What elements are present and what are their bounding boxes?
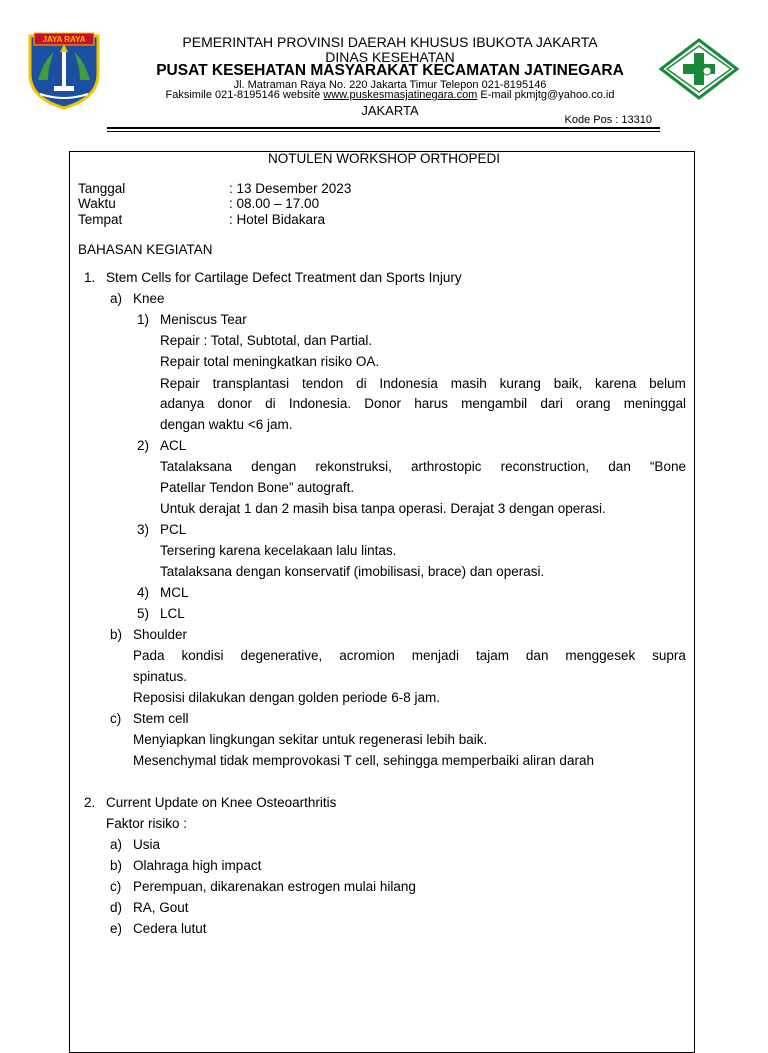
document-title: NOTULEN WORKSHOP ORTHOPEDI xyxy=(267,151,501,166)
justified-text: Repair transplantasi tendon di Indonesia masih kurang baik, karena belum xyxy=(160,376,686,391)
justified-line xyxy=(133,648,686,664)
website-link[interactable]: www.puskesmasjatinegara.com xyxy=(323,89,478,101)
point-mark: 2) xyxy=(137,438,150,453)
meta-time-label: Waktu xyxy=(78,196,116,211)
risk-mark: b) xyxy=(110,858,123,873)
risk-label: Usia xyxy=(133,837,161,852)
header-contact xyxy=(120,89,660,101)
justified-line xyxy=(160,376,686,392)
header-fax: Faksimile 021-8195146 website xyxy=(165,89,324,101)
sub-mark: a) xyxy=(110,291,123,306)
paragraph-line: Repair : Total, Subtotal, dan Partial. xyxy=(160,333,373,348)
justified-line xyxy=(160,396,686,412)
paragraph-line: Mesenchymal tidak memprovokasi T cell, sehingga memperbaiki aliran darah xyxy=(133,753,594,768)
section-heading: BAHASAN KEGIATAN xyxy=(78,242,213,257)
item-number: 1. xyxy=(84,270,96,285)
jakarta-emblem-logo xyxy=(24,30,104,110)
risk-label: RA, Gout xyxy=(133,900,189,915)
point-mark: 1) xyxy=(137,312,150,327)
item-title: Current Update on Knee Osteoarthritis xyxy=(106,795,337,810)
paragraph-line: Repair total meningkatkan risiko OA. xyxy=(160,354,380,369)
header-divider xyxy=(107,127,660,129)
justified-text: adanya donor di Indonesia. Donor harus mengambil dari orang meninggal xyxy=(160,396,686,411)
meta-place-label: Tempat xyxy=(78,212,123,227)
puskesmas-logo xyxy=(657,38,741,100)
point-mark: 3) xyxy=(137,522,150,537)
paragraph-line: Tersering karena kecelakaan lalu lintas. xyxy=(160,543,397,558)
paragraph-line: dengan waktu <6 jam. xyxy=(160,417,293,432)
risk-mark: e) xyxy=(110,921,123,936)
minutes-frame xyxy=(69,151,695,1053)
header-address: Jl. Matraman Raya No. 220 Jakarta Timur Telepon 021-8195146 xyxy=(233,79,547,91)
header-city: JAKARTA xyxy=(361,103,419,118)
paragraph-line: Reposisi dilakukan dengan golden periode 6-8 jam. xyxy=(133,690,440,705)
sub-label: Shoulder xyxy=(133,627,188,642)
justified-text: Pada kondisi degenerative, acromion menjadi tajam dan menggesek supra xyxy=(133,648,686,663)
paragraph-line: Faktor risiko : xyxy=(106,816,188,831)
point-mark: 4) xyxy=(137,585,150,600)
point-label: Meniscus Tear xyxy=(160,312,247,327)
paragraph-line: Menyiapkan lingkungan sekitar untuk regenerasi lebih baik. xyxy=(133,732,488,747)
point-label: LCL xyxy=(160,606,185,621)
justified-line xyxy=(160,459,686,475)
point-mark: 5) xyxy=(137,606,150,621)
sub-label: Stem cell xyxy=(133,711,189,726)
item-title: Stem Cells for Cartilage Defect Treatment dan Sports Injury xyxy=(106,270,462,285)
risk-mark: a) xyxy=(110,837,123,852)
paragraph-line: spinatus. xyxy=(133,669,188,684)
meta-date-value: : 13 Desember 2023 xyxy=(229,181,352,196)
sub-label: Knee xyxy=(133,291,165,306)
paragraph-line: Untuk derajat 1 dan 2 masih bisa tanpa operasi. Derajat 3 dengan operasi. xyxy=(160,501,606,516)
point-label: PCL xyxy=(160,522,187,537)
header-department: DINAS KESEHATAN xyxy=(325,49,455,65)
paragraph-line: Patellar Tendon Bone” autograft. xyxy=(160,480,355,495)
risk-label: Olahraga high impact xyxy=(133,858,262,873)
emblem-text: JAYA RAYA xyxy=(42,35,86,44)
meta-time-value: : 08.00 – 17.00 xyxy=(229,196,320,211)
paragraph-line: Tatalaksana dengan konservatif (imobilisasi, brace) dan operasi. xyxy=(160,564,545,579)
risk-label: Cedera lutut xyxy=(133,921,207,936)
sub-mark: c) xyxy=(110,711,122,726)
justified-text: Tatalaksana dengan rekonstruksi, arthrostopic reconstruction, dan “Bone xyxy=(160,459,686,474)
point-label: ACL xyxy=(160,438,187,453)
header-institution: PUSAT KESEHATAN MASYARAKAT KECAMATAN JATINEGARA xyxy=(156,62,624,79)
header-email: E-mail pkmjtg@yahoo.co.id xyxy=(477,89,615,101)
header-divider-thin xyxy=(107,131,660,132)
postal-code: Kode Pos : 13310 xyxy=(564,114,652,126)
risk-mark: d) xyxy=(110,900,123,915)
meta-place-value: : Hotel Bidakara xyxy=(229,212,326,227)
meta-date-label: Tanggal xyxy=(78,181,126,196)
sub-mark: b) xyxy=(110,627,123,642)
point-label: MCL xyxy=(160,585,189,600)
item-number: 2. xyxy=(84,795,96,810)
risk-label: Perempuan, dikarenakan estrogen mulai hilang xyxy=(133,879,416,894)
header-government: PEMERINTAH PROVINSI DAERAH KHUSUS IBUKOTA JAKARTA xyxy=(182,34,598,50)
risk-mark: c) xyxy=(110,879,122,894)
